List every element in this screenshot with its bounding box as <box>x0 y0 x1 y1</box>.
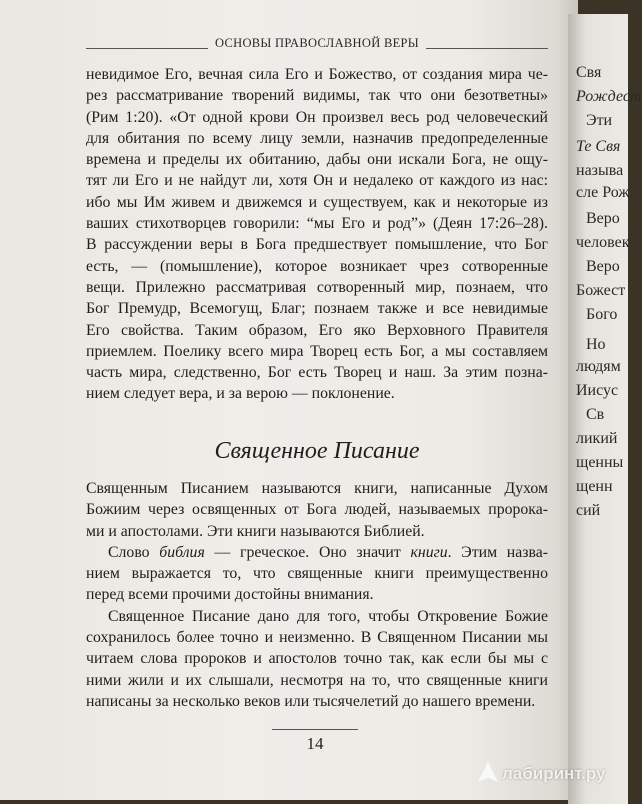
running-head-title: ОСНОВЫ ПРАВОСЛАВНОЙ ВЕРЫ <box>215 36 419 50</box>
text-line: нием следует вера, и за верою — поклонение. <box>86 385 395 403</box>
header-rule-right <box>426 48 548 49</box>
right-page-text-fragment: людям <box>576 358 621 375</box>
right-page-text-fragment: Иисус <box>576 382 619 399</box>
right-page-text-fragment: Эти <box>586 112 613 129</box>
body-text-section2 <box>86 478 548 712</box>
right-page-text-fragment: Бого <box>586 306 618 323</box>
right-page-text-fragment: сий <box>576 502 601 519</box>
text-line: времена и пределы их обитанию, дабы они искали Бога, не ощу- <box>86 151 548 169</box>
text-line: нием выражается то, что священные книги преимущественно <box>86 565 548 583</box>
text-line: ними жили и их слышали, несмотря на то, что священные книги <box>86 671 548 689</box>
text-line: есть, — (помышление), которое возникает чрез сотворенные <box>86 257 548 275</box>
watermark-text: лабиринт.ру <box>502 764 606 783</box>
right-page-text-fragment: называ <box>576 162 624 179</box>
right-page-text-fragment: Рождест <box>576 88 642 105</box>
text-line: Слово библия — греческое. Оно значит книги. Этим назва- <box>108 543 548 561</box>
text-line: сохранилось более точно и неизменно. В Священном Писании мы <box>86 629 548 647</box>
right-page-text-fragment: щенн <box>576 478 613 495</box>
right-page-text-fragment: щенны <box>576 454 624 471</box>
text-line: ибо мы Им живем и движемся и существуем, как и некоторые из <box>86 193 548 211</box>
text-line: написаны за несколько веков или тысячелетий до нашего времени. <box>86 692 536 710</box>
body-text-section1 <box>86 64 548 405</box>
right-book-page-edge <box>568 14 642 804</box>
italic-term: книги <box>410 543 448 561</box>
text-line: ваших стихотворцев говорили: “мы Его и род”» (Деян 17:26–28). <box>86 215 548 233</box>
text-line: Его свойства. Таким образом, Его яко Верховного Правителя <box>86 321 548 339</box>
right-page-text-fragment: Свя <box>576 64 602 81</box>
header-rule-left <box>86 48 208 49</box>
right-page-text-fragment: человек <box>576 234 630 251</box>
text-line: перед всеми прочими достойны внимания. <box>86 586 374 604</box>
right-page-text-fragment: сле Рож <box>576 184 630 201</box>
watermark <box>478 762 605 784</box>
page-number: 14 <box>306 734 324 753</box>
text-line: рез рассматривание творений видимы, так что они безответны» <box>86 87 548 105</box>
right-page-text-fragment: Божест <box>576 282 626 299</box>
italic-term: библия <box>159 543 205 561</box>
text-line: для обитания по всему лицу земли, назначив предопределенные <box>86 129 548 147</box>
text-line: Священным Писанием называются книги, написанные Духом <box>86 480 548 497</box>
right-page-text-fragment: Те Свя <box>576 138 621 155</box>
right-page-text-fragment: Св <box>586 406 605 423</box>
right-page-text-fragment: Но <box>586 336 606 353</box>
text-line: тят ли Его и не найдут ли, хотя Он и недалеко от каждого из нас: <box>86 172 548 190</box>
text-line: Бог Премудр, Всемогущ, Благ; познаем также и все невидимые <box>86 300 548 318</box>
section-heading: Священное Писание <box>214 438 420 464</box>
labirint-logo-icon <box>478 762 498 782</box>
text-line: Священное Писание дано для того, чтобы Откровение Божие <box>108 607 548 625</box>
text-line: Божиим через освященных от Бога людей, называемых пророка- <box>86 501 548 519</box>
text-line: ми и апостолами. Эти книги называются Библией. <box>86 522 425 540</box>
text-line: (Рим 1:20). «От одной крови Он произвел весь род человеческий <box>86 108 548 126</box>
text-line: читаем слова пророков и апостолов точно так, как если бы мы с <box>86 650 548 668</box>
running-head <box>86 36 548 56</box>
footer-rule <box>272 729 358 730</box>
right-page-text-fragment: Веро <box>586 210 620 227</box>
text-line: вещи. Прилежно рассматривая сотворенный мир, познаем, что <box>86 278 548 296</box>
text-line: В рассуждении веры в Бога предшествует помышление, что Бог <box>86 236 548 254</box>
text-line: часть мира, следственно, Бог есть Творец и наш. За этим позна- <box>86 364 548 382</box>
right-page-text-fragment: ликий <box>576 430 618 447</box>
text-line: невидимое Его, вечная сила Его и Божество, от создания мира че- <box>86 66 548 83</box>
text-line: приемлем. Поелику всего мира Творец есть Бог, а мы составляем <box>86 342 548 360</box>
right-page-text-fragment: Веро <box>586 258 620 275</box>
